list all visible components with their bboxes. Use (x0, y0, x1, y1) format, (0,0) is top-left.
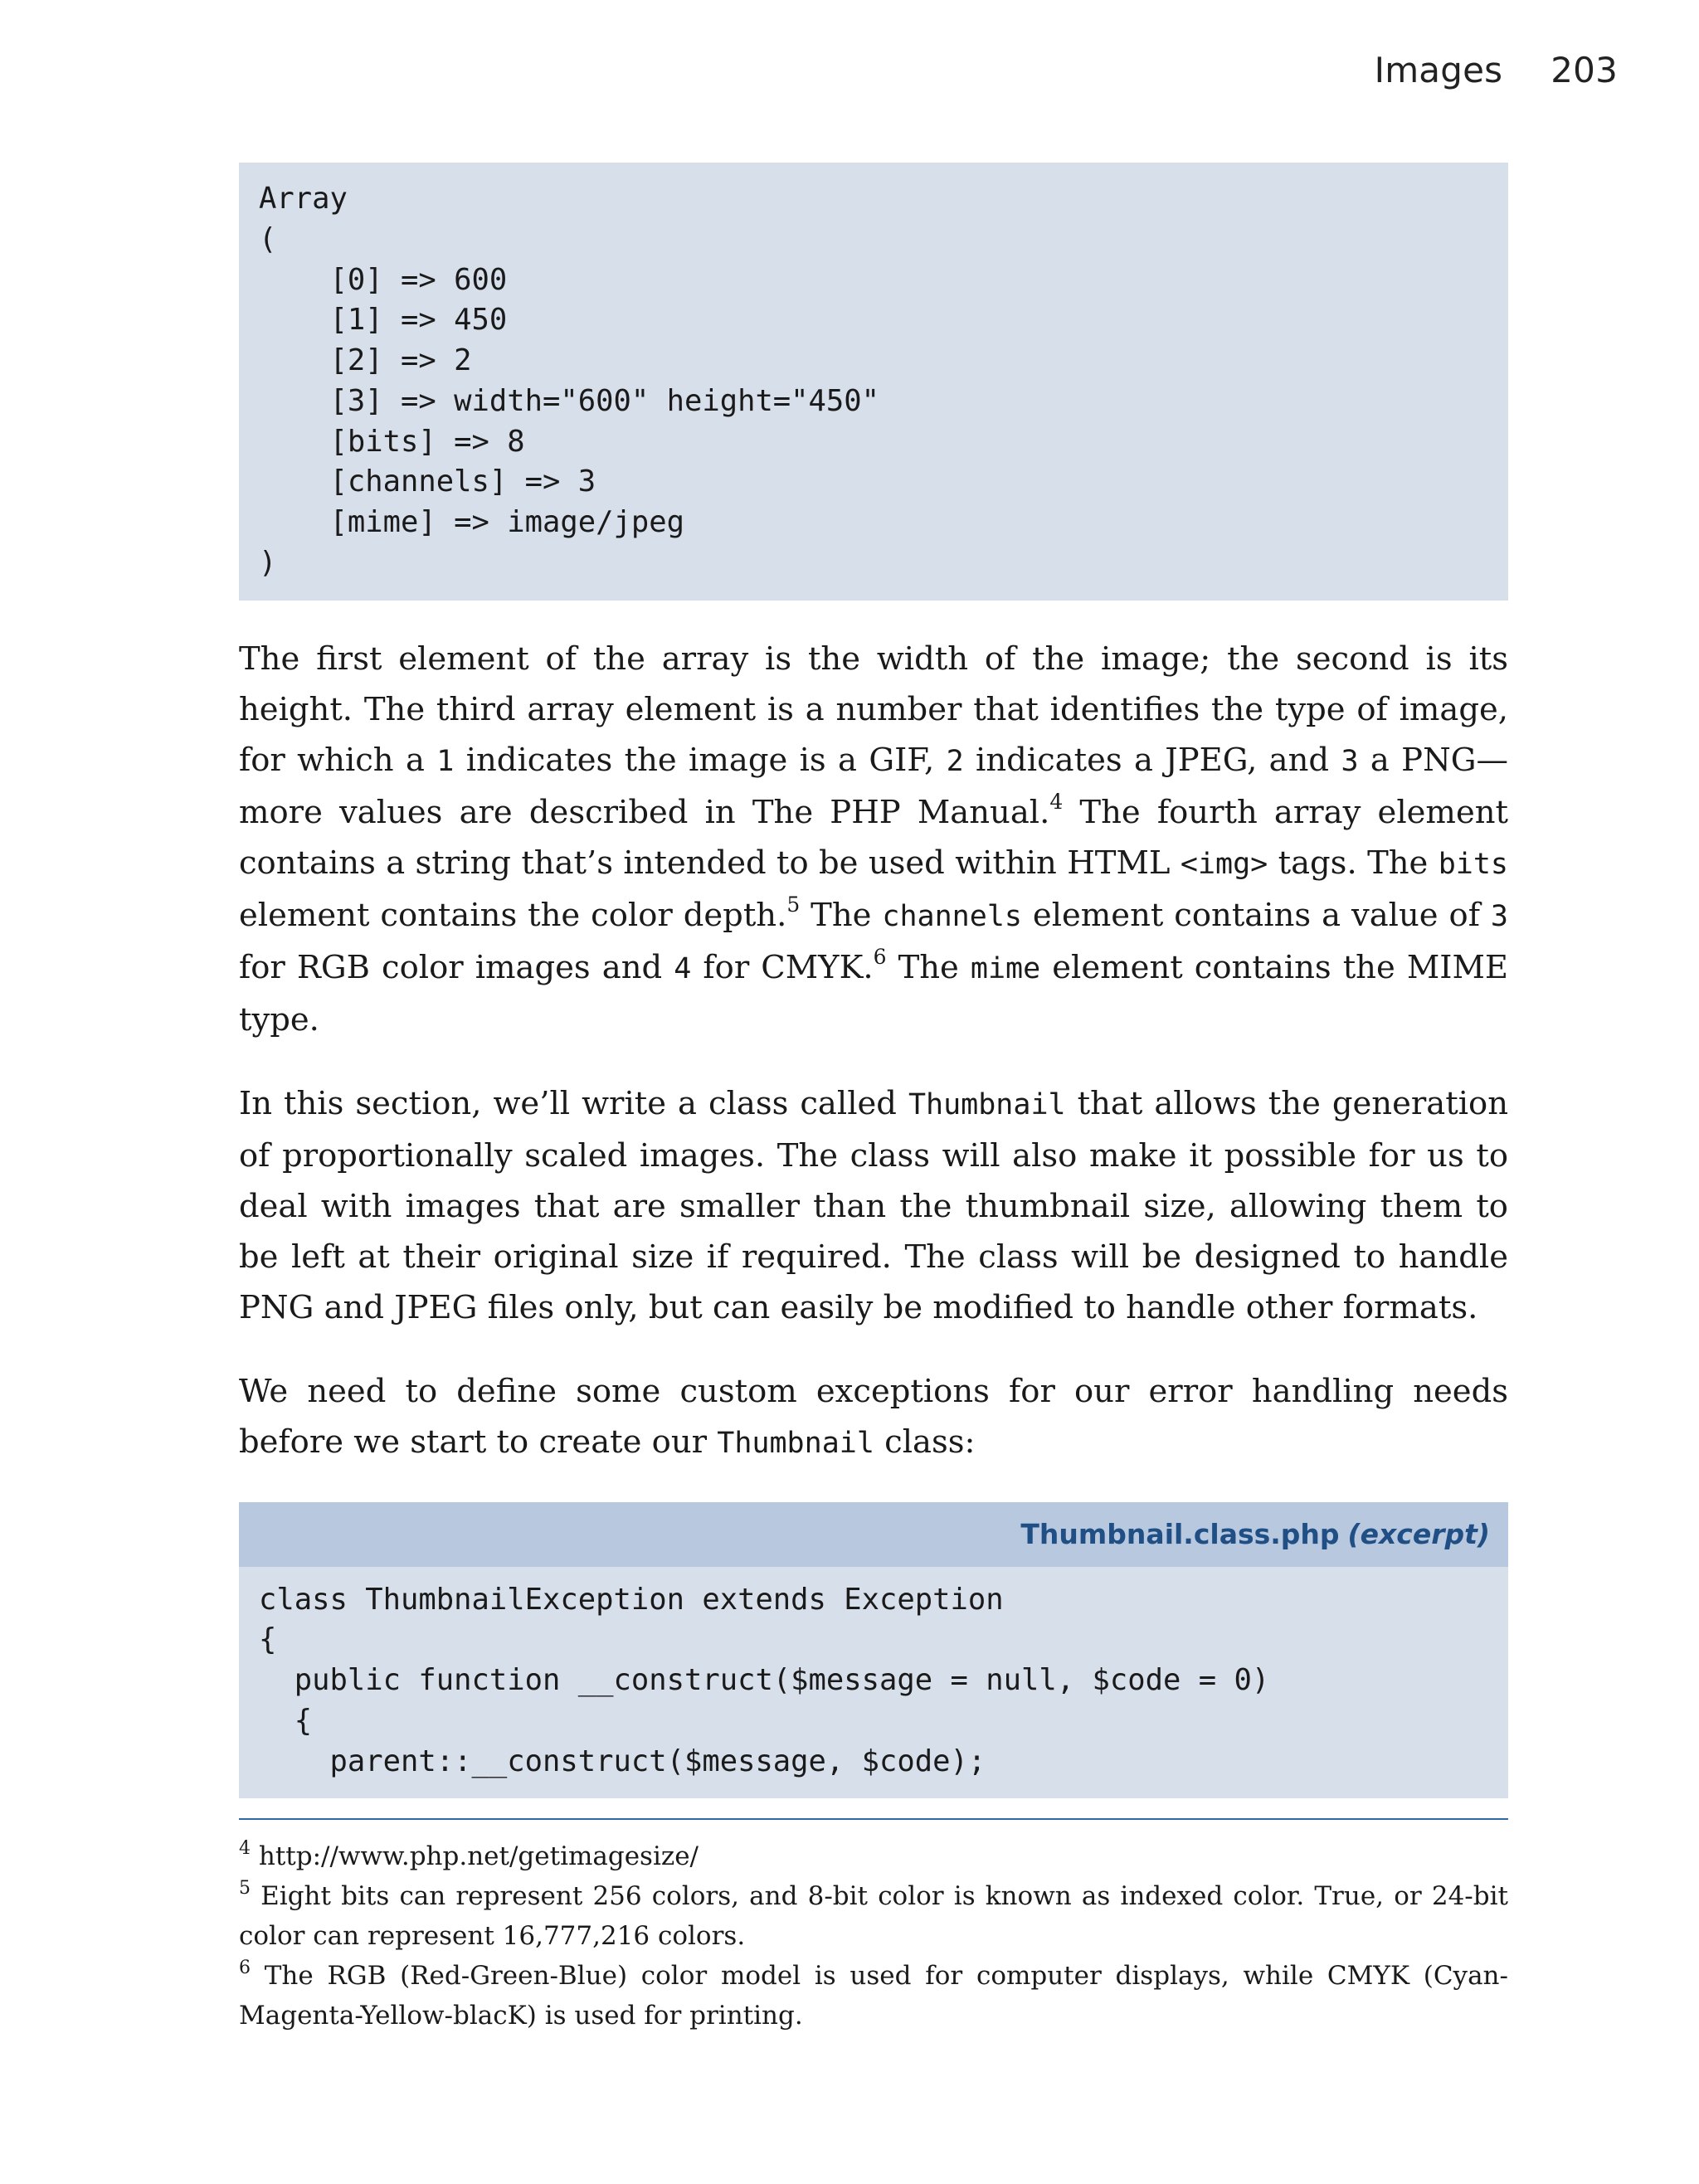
text-run: The fourth array element contains a string that’s intended to be used within HTML (239, 793, 1508, 882)
code-line: { (259, 1622, 277, 1657)
footnote-5 (239, 1876, 1508, 1956)
footnotes (239, 1818, 1508, 2036)
inline-code: bits (1438, 847, 1509, 881)
text-run: The (800, 896, 883, 934)
footnote-4 (239, 1836, 1508, 1876)
inline-code: 3 (1341, 744, 1359, 778)
code-line: [bits] => 8 (259, 424, 525, 459)
text-run: element contains the color depth. (239, 896, 787, 934)
footnote-number: 5 (239, 1877, 251, 1899)
text-run: for CMYK. (691, 948, 874, 986)
code-line: Array (259, 182, 348, 216)
text-run: a PNG—more values are described in The PHP Manual. (239, 741, 1509, 831)
footnote-number: 4 (239, 1837, 251, 1859)
array-output-code-block (239, 163, 1508, 601)
inline-code: mime (970, 951, 1041, 985)
text-run: indicates a JPEG, and (963, 741, 1341, 779)
paragraph-thumbnail-class-intro (239, 1078, 1508, 1333)
running-head (1375, 50, 1618, 90)
paragraph-getimagesize-explanation (239, 634, 1508, 1045)
code-line: [0] => 600 (259, 262, 508, 297)
code-line: ) (259, 545, 277, 580)
text-run: element contains a value of (1021, 896, 1491, 934)
paragraph-custom-exceptions (239, 1366, 1508, 1469)
code-line: [2] => 2 (259, 343, 472, 377)
inline-code: channels (882, 899, 1022, 933)
inline-code: 3 (1490, 899, 1508, 933)
listing-caption (239, 1502, 1508, 1567)
text-run: The first element of the array is the width of the image; the second is its height. The third array element is a number that identifies the type of image, for which a (239, 640, 1508, 779)
footnote-number: 6 (239, 1957, 251, 1978)
text-run: class: (874, 1423, 976, 1461)
footnote-text: Eight bits can represent 256 colors, and 8-bit color is known as indexed color. True, or 24-bit color can represent 16,777,216 colors. (239, 1881, 1508, 1951)
inline-code: 2 (946, 744, 964, 778)
text-run: that allows the generation of proportionally scaled images. The class will also make it possible for us to deal with images that are smaller than the thumbnail size, allowing them to be left at their original size if required. The class will be designed to handle PNG and JPEG files only, but can easily be modified to handle other formats. (239, 1084, 1509, 1326)
text-run: The (886, 948, 971, 986)
footnote-reference: 6 (873, 944, 887, 969)
inline-code: <img> (1180, 847, 1268, 881)
listing-filename: Thumbnail.class.php (1020, 1518, 1340, 1550)
code-line: [3] => width="600" height="450" (259, 383, 880, 418)
footnote-text: The RGB (Red-Green-Blue) color model is used for computer displays, while CMYK (Cyan-Magenta-Yellow-blacK) is used for printing. (239, 1961, 1508, 2031)
code-line: ( (259, 221, 277, 256)
footnote-reference: 4 (1049, 789, 1064, 814)
page-content (239, 163, 1508, 1798)
code-listing (239, 1502, 1508, 1799)
text-run: for RGB color images and (239, 948, 674, 986)
section-title: Images (1374, 50, 1503, 90)
inline-code: Thumbnail (717, 1426, 874, 1460)
text-run: In this section, we’ll write a class called (239, 1084, 908, 1122)
code-line: parent::__construct($message, $code); (259, 1744, 986, 1778)
code-line: [mime] => image/jpeg (259, 505, 684, 539)
inline-code: Thumbnail (908, 1087, 1066, 1121)
code-line: [1] => 450 (259, 303, 508, 338)
text-run: tags. The (1268, 844, 1439, 882)
code-line: { (259, 1703, 313, 1738)
listing-excerpt-label: (excerpt) (1347, 1518, 1490, 1550)
footnote-text: http://www.php.net/getimagesize/ (258, 1841, 699, 1871)
thumbnail-exception-code-block (239, 1567, 1508, 1799)
text-run: We need to define some custom exceptions for our error handling needs before we start to create our (239, 1372, 1508, 1461)
code-line: [channels] => 3 (259, 465, 596, 499)
page-number: 203 (1551, 50, 1618, 90)
inline-code: 1 (436, 744, 455, 778)
text-run: element contains the MIME type. (239, 948, 1508, 1038)
code-line: class ThumbnailException extends Exception (259, 1582, 1004, 1617)
footnote-6 (239, 1956, 1508, 2036)
code-line: public function __construct($message = null, $code = 0) (259, 1663, 1270, 1697)
text-run: indicates the image is a GIF, (454, 741, 947, 779)
inline-code: 4 (674, 951, 692, 985)
footnote-reference: 5 (786, 892, 801, 917)
